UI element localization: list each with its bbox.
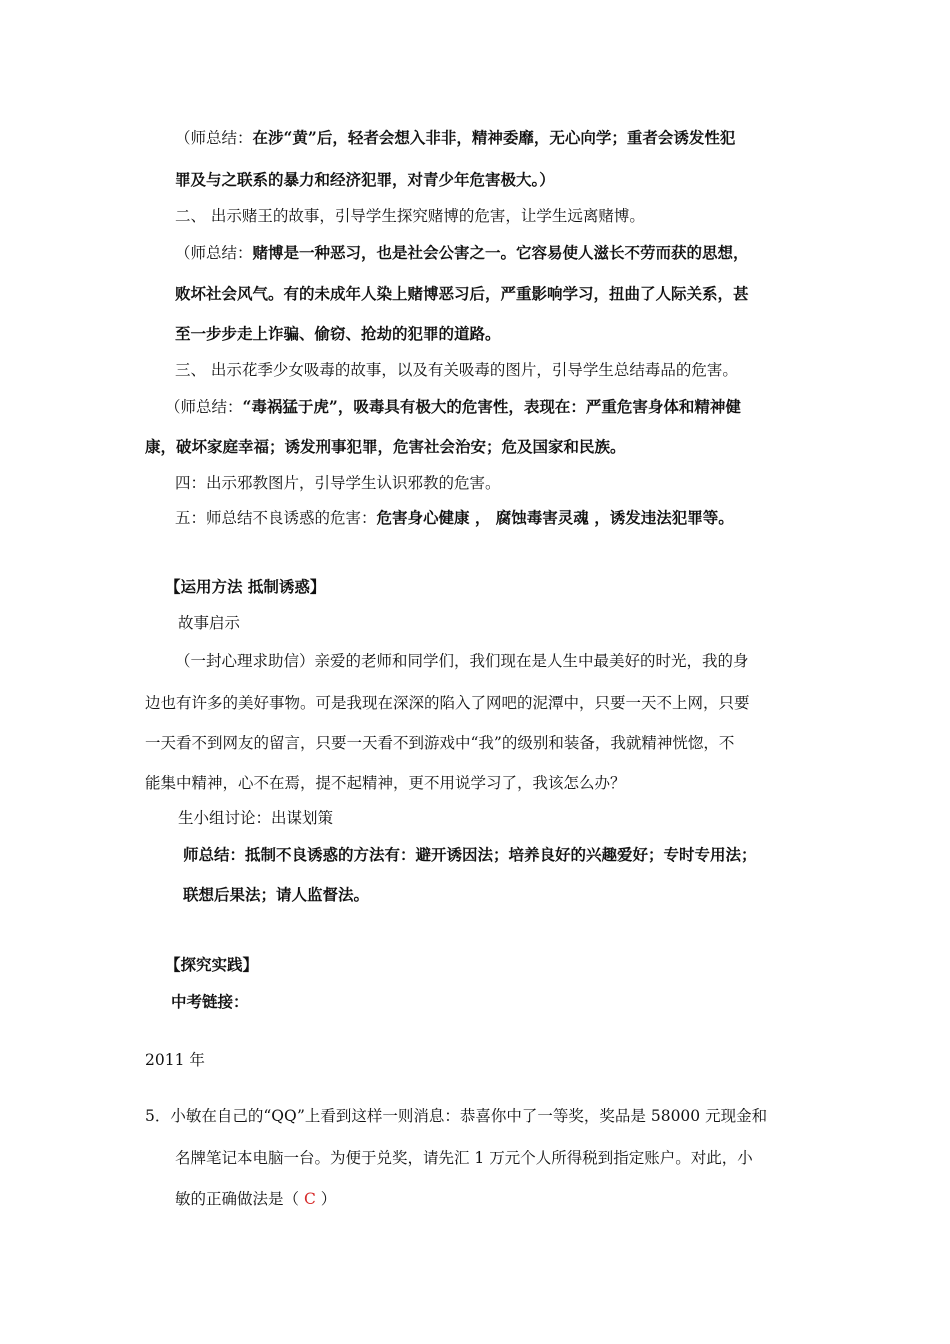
paragraph-line: 一天看不到网友的留言，只要一天看不到游戏中“我”的级别和装备，我就精神恍惚，不 bbox=[145, 734, 735, 752]
summary-text: 赌博是一种恶习，也是社会公害之一。它容易使人滋长不劳而获的思想， bbox=[252, 243, 749, 262]
question-suffix: ） bbox=[315, 1190, 337, 1208]
question-prefix: 敏的正确做法是（ bbox=[175, 1190, 304, 1208]
summary-line: 败坏社会风气。有的未成年人染上赌博恶习后，严重影响学习，扭曲了人际关系，甚 bbox=[175, 284, 749, 303]
summary-line: 联想后果法；请人监督法。 bbox=[183, 885, 370, 904]
summary-text: 在涉“黄”后，轻者会想入非非，精神委靡，无心向学；重者会诱发性犯 bbox=[252, 128, 736, 147]
summary-prefix: （师总结： bbox=[165, 398, 243, 416]
summary-text: “毒祸猛于虎”，吸毒具有极大的危害性，表现在：严重危害身体和精神健 bbox=[242, 397, 741, 416]
question-line bbox=[175, 1189, 336, 1209]
section-title: 二、 出示赌王的故事，引导学生探究赌博的危害，让学生远离赌博。 bbox=[175, 207, 645, 225]
section-heading: 【运用方法 抵制诱惑】 bbox=[165, 577, 326, 596]
answer-mark: C bbox=[303, 1190, 316, 1208]
summary-line: 师总结：抵制不良诱惑的方法有：避开诱因法；培养良好的兴趣爱好；专时专用法； bbox=[183, 845, 757, 864]
paragraph-line: （一封心理求助信）亲爱的老师和同学们，我们现在是人生中最美好的时光，我的身 bbox=[175, 652, 749, 670]
section-title bbox=[175, 508, 734, 528]
summary-line bbox=[165, 397, 741, 417]
question-line: 名牌笔记本电脑一台。为便于兑奖，请先汇 1 万元个人所得税到指定账户。对此，小 bbox=[175, 1149, 753, 1167]
discussion-line: 生小组讨论：出谋划策 bbox=[178, 809, 334, 827]
section-bold-text: 危害身心健康 ， 腐蚀毒害灵魂 ，诱发违法犯罪等。 bbox=[376, 508, 734, 527]
summary-line: 罪及与之联系的暴力和经济犯罪，对青少年危害极大。） bbox=[175, 170, 555, 189]
summary-prefix: （师总结： bbox=[175, 129, 253, 147]
section-heading: 【探究实践】 bbox=[165, 955, 259, 974]
summary-line bbox=[175, 243, 749, 263]
summary-line: 康，破坏家庭幸福；诱发刑事犯罪，危害社会治安；危及国家和民族。 bbox=[145, 437, 626, 456]
question-line: 5．小敏在自己的“QQ”上看到这样一则消息：恭喜你中了一等奖，奖品是 58000 元现金和 bbox=[145, 1107, 768, 1125]
section-prefix: 五：师总结不良诱惑的危害： bbox=[175, 509, 377, 527]
summary-prefix: （师总结： bbox=[175, 244, 253, 262]
paragraph-line: 能集中精神，心不在焉，提不起精神，更不用说学习了，我该怎么办？ bbox=[145, 774, 626, 792]
section-title: 四：出示邪教图片，引导学生认识邪教的危害。 bbox=[175, 474, 501, 492]
summary-line: 至一步步走上诈骗、偷窃、抢劫的犯罪的道路。 bbox=[175, 324, 501, 343]
year-label: 2011 年 bbox=[145, 1051, 205, 1069]
summary-line bbox=[175, 128, 735, 148]
sub-heading: 故事启示 bbox=[178, 614, 241, 632]
section-title: 三、 出示花季少女吸毒的故事，以及有关吸毒的图片，引导学生总结毒品的危害。 bbox=[175, 361, 738, 379]
paragraph-line: 边也有许多的美好事物。可是我现在深深的陷入了网吧的泥潭中，只要一天不上网，只要 bbox=[145, 694, 750, 712]
sub-heading: 中考链接： bbox=[171, 992, 249, 1011]
